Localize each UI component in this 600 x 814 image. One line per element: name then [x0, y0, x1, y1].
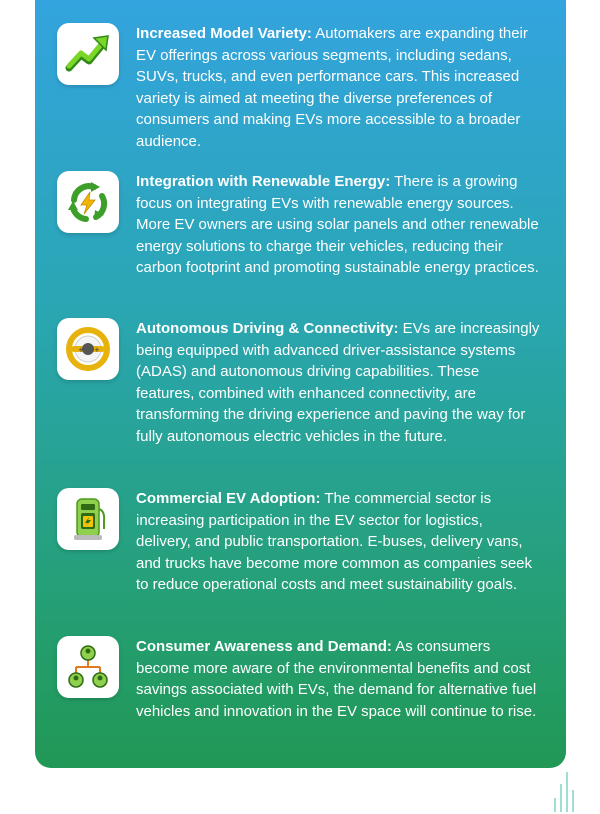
item-title: Integration with Renewable Energy: [136, 173, 391, 190]
network-hierarchy-icon [57, 636, 119, 698]
item-text [136, 488, 541, 596]
item-text [136, 23, 541, 153]
content-panel [35, 0, 566, 768]
trending-up-icon [57, 23, 119, 85]
item-title: Autonomous Driving & Connectivity: [136, 320, 399, 337]
item-body: There is a growing focus on integrating EVs with renewable energy sources. More EV owners are using solar panels and other renewable energy solutions to charge their vehicles, reducing their carbon footprint and promoting sustainable energy practices. [136, 173, 539, 277]
recycle-energy-icon [57, 171, 119, 233]
item-title: Increased Model Variety: [136, 25, 312, 42]
item-body: EVs are increasingly being equipped with advanced driver-assistance systems (ADAS) and autonomous driving capabilities. These features, combined with enhanced connectivity, are transforming the driving experience and paving the way for fully autonomous electric vehicles in the future. [136, 320, 540, 445]
charging-station-icon [57, 488, 119, 550]
item-title: Consumer Awareness and Demand: [136, 638, 392, 655]
item-title: Commercial EV Adoption: [136, 490, 321, 507]
steering-wheel-icon [57, 318, 119, 380]
item-text [136, 318, 541, 448]
svg-text:+: + [78, 346, 84, 354]
item-text [136, 636, 541, 722]
item-body: As consumers become more aware of the environmental benefits and cost savings associated with EVs, the demand for alternative fuel vehicles and innovation in the EV space will continue to rise. [136, 638, 537, 720]
svg-text:+: + [94, 346, 100, 354]
item-body: Automakers are expanding their EV offerings across various segments, including sedans, SUVs, trucks, and even performance cars. This increased variety is aimed at meeting the diverse preferences of consumers and making EVs more accessible to a broader audience. [136, 25, 528, 150]
item-body: The commercial sector is increasing participation in the EV sector for logistics, delivery, and public transportation. E-buses, delivery vans, and trucks have become more common as companies seek to reduce operational costs and meet sustainability goals. [136, 490, 533, 594]
bars-logo-icon [550, 768, 580, 814]
item-text [136, 171, 541, 279]
